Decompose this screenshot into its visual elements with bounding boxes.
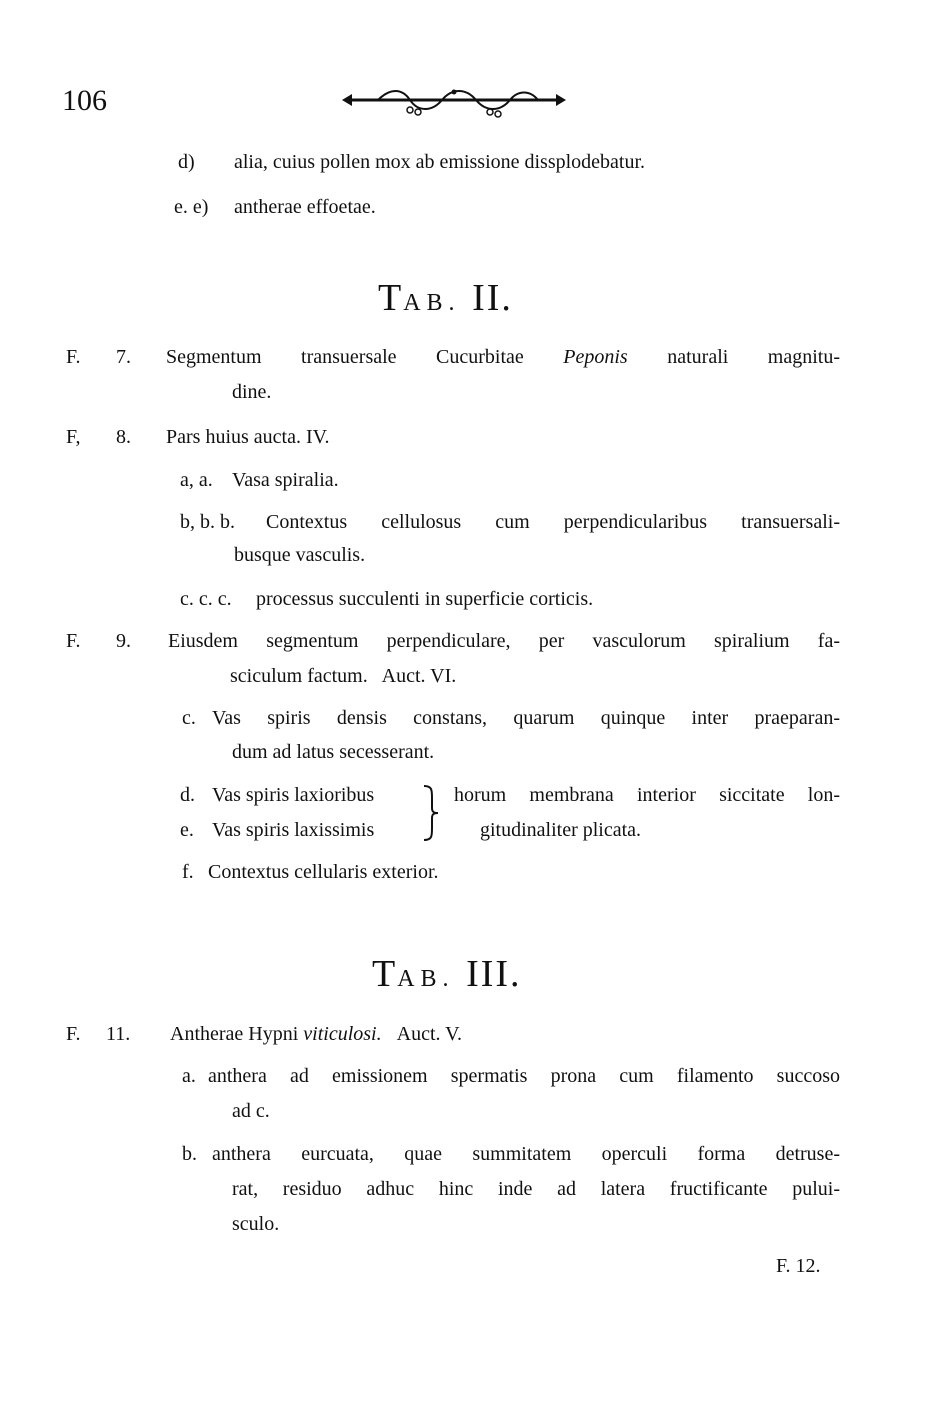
figure-9-line-1: Eiusdem segmentum perpendiculare, per vasculorum spiralium fa-	[168, 630, 840, 652]
item-b-line-1: Contextus cellulosus cum perpendicularibus transuersali-	[266, 511, 840, 533]
catchword: F. 12.	[776, 1255, 821, 1277]
heading-numeral: III.	[466, 953, 522, 995]
item-c2-line-1: Vas spiris densis constans, quarum quinque inter praeparan-	[212, 707, 840, 729]
brace-text-line-1: horum membrana interior siccitate lon-	[454, 784, 840, 806]
item-prefix: b.	[182, 1143, 197, 1165]
item-prefix: b, b. b.	[180, 511, 235, 533]
figure-label: F.	[66, 1023, 81, 1045]
ornament-icon	[338, 88, 570, 122]
figure-number: 9.	[116, 630, 131, 652]
figure-9-line-2: sciculum factum. Auct. VI.	[230, 665, 457, 687]
item-prefix: c. c. c.	[180, 588, 232, 610]
item-e-text: Vas spiris laxissimis	[212, 819, 375, 841]
heading-smallcaps: AB.	[397, 966, 455, 992]
heading-numeral: II.	[472, 277, 513, 319]
line-e-prefix: e. e)	[174, 196, 209, 218]
figure-number: 11.	[106, 1023, 131, 1045]
item-b-line-2: busque vasculis.	[234, 544, 366, 566]
heading-initial: T	[378, 277, 404, 319]
brace-text-line-2: gitudinaliter plicata.	[480, 819, 642, 841]
figure-number: 7.	[116, 346, 131, 368]
item-b-line-3: sculo.	[232, 1213, 280, 1235]
page-number: 106	[62, 84, 107, 117]
item-c-text: processus succulenti in superficie corticis.	[256, 588, 594, 610]
item-prefix: e.	[180, 819, 194, 841]
item-d-text: Vas spiris laxioribus	[212, 784, 375, 806]
item-b-line-2: rat, residuo adhuc hinc inde ad latera fructificante pului-	[232, 1178, 840, 1200]
item-f-text: Contextus cellularis exterior.	[208, 861, 439, 883]
figure-8-text: Pars huius aucta. IV.	[166, 426, 330, 448]
item-c2-line-2: dum ad latus secesserant.	[232, 741, 435, 763]
line-d-text: alia, cuius pollen mox ab emissione dissplodebatur.	[234, 151, 646, 173]
brace-icon	[420, 784, 442, 842]
item-b-line-1: anthera eurcuata, quae summitatem operculi forma detruse-	[212, 1143, 840, 1165]
item-prefix: a, a.	[180, 469, 213, 491]
item-a-line-1: anthera ad emissionem spermatis prona cum filamento succoso	[208, 1065, 840, 1087]
item-prefix: d.	[180, 784, 195, 806]
figure-11-text: Antherae Hypni viticulosi. Auct. V.	[170, 1023, 463, 1045]
item-prefix: a.	[182, 1065, 196, 1087]
line-e-text: antherae effoetae.	[234, 196, 376, 218]
figure-7-line-2: dine.	[232, 381, 272, 403]
heading-smallcaps: AB.	[403, 290, 461, 316]
line-d-prefix: d)	[178, 151, 195, 173]
figure-label: F.	[66, 630, 81, 652]
item-a-text: Vasa spiralia.	[232, 469, 339, 491]
figure-number: 8.	[116, 426, 131, 448]
section-heading-tab-3	[372, 952, 522, 996]
section-heading-tab-2	[378, 276, 513, 320]
figure-label: F.	[66, 346, 81, 368]
item-prefix: f.	[182, 861, 194, 883]
item-prefix: c.	[182, 707, 196, 729]
heading-initial: T	[372, 953, 398, 995]
figure-7-line-1: Segmentum transuersale Cucurbitae Peponis naturali magnitu-	[166, 346, 841, 368]
figure-label: F,	[66, 426, 81, 448]
item-a-line-2: ad c.	[232, 1100, 270, 1122]
